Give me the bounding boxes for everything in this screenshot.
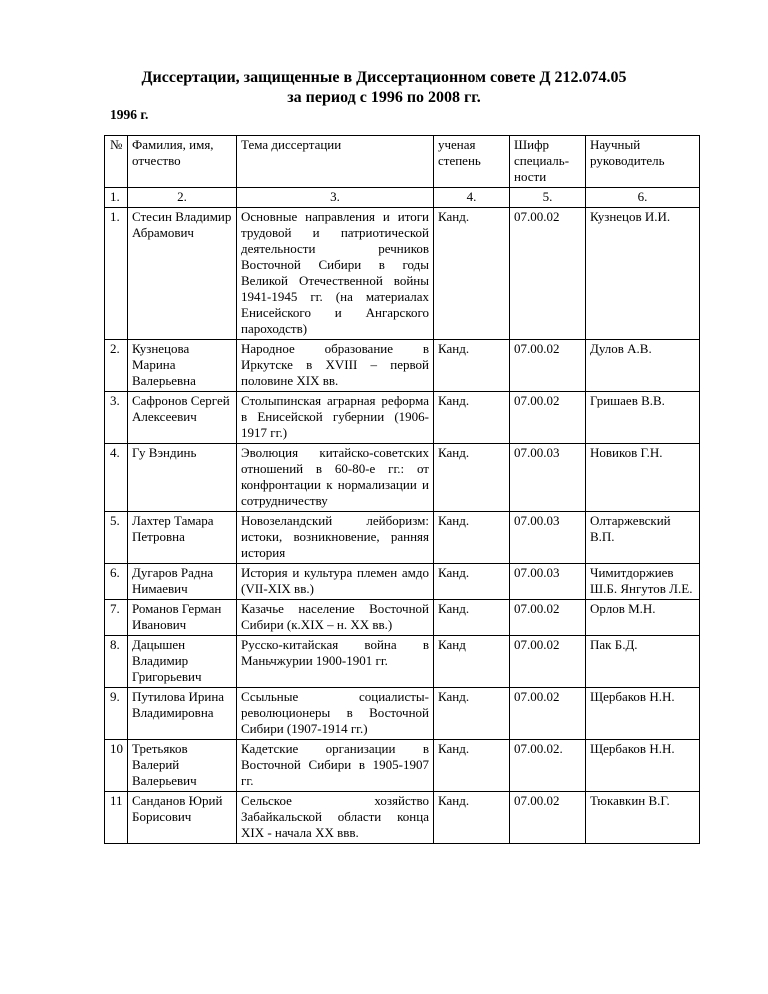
author-name: Кузнецова Марина Валерьевна	[128, 340, 237, 392]
header-row	[105, 136, 700, 188]
table-row	[105, 636, 700, 688]
author-name: Гу Вэндинь	[128, 444, 237, 512]
year-heading: 1996 г.	[110, 107, 149, 122]
supervisor-name: Олтаржевский В.П.	[586, 512, 700, 564]
dissertation-topic: Русско-китайская война в Маньчжурии 1900-1901 гг.	[237, 636, 434, 688]
dissertation-topic: Кадетские организации в Восточной Сибири в 1905-1907 гг.	[237, 740, 434, 792]
document-subtitle: за период с 1996 по 2008 гг.	[287, 89, 481, 106]
dissertation-topic: Ссыльные социалисты-революционеры в Восточной Сибири (1907-1914 гг.)	[237, 688, 434, 740]
academic-degree: Канд.	[434, 600, 510, 636]
row-number: 8.	[105, 636, 128, 688]
row-number: 9.	[105, 688, 128, 740]
row-number: 1.	[105, 208, 128, 340]
document-title: Диссертации, защищенные в Диссертационном совете Д 212.074.05	[141, 69, 627, 86]
table-row	[105, 688, 700, 740]
column-index-row	[105, 188, 700, 208]
index-cell: 1.	[105, 188, 128, 208]
dissertations-table	[104, 135, 700, 844]
dissertation-topic: Столыпинская аграрная реформа в Енисейской губернии (1906-1917 гг.)	[237, 392, 434, 444]
author-name: Романов Герман Иванович	[128, 600, 237, 636]
row-number: 11	[105, 792, 128, 844]
supervisor-name: Кузнецов И.И.	[586, 208, 700, 340]
table-row	[105, 444, 700, 512]
specialty-code: 07.00.02	[510, 792, 586, 844]
academic-degree: Канд.	[434, 792, 510, 844]
author-name: Третьяков Валерий Валерьевич	[128, 740, 237, 792]
supervisor-name: Новиков Г.Н.	[586, 444, 700, 512]
table-row	[105, 512, 700, 564]
specialty-code: 07.00.02	[510, 392, 586, 444]
author-name: Лахтер Тамара Петровна	[128, 512, 237, 564]
supervisor-name: Дулов А.В.	[586, 340, 700, 392]
table-row	[105, 792, 700, 844]
row-number: 2.	[105, 340, 128, 392]
author-name: Стесин Владимир Абрамович	[128, 208, 237, 340]
supervisor-name: Орлов М.Н.	[586, 600, 700, 636]
specialty-code: 07.00.02	[510, 340, 586, 392]
table-row	[105, 208, 700, 340]
specialty-code: 07.00.02	[510, 208, 586, 340]
specialty-code: 07.00.02	[510, 636, 586, 688]
academic-degree: Канд.	[434, 564, 510, 600]
header-num: №	[105, 136, 128, 188]
academic-degree: Канд.	[434, 208, 510, 340]
supervisor-name: Щербаков Н.Н.	[586, 688, 700, 740]
academic-degree: Канд	[434, 636, 510, 688]
author-name: Сафронов Сергей Алексеевич	[128, 392, 237, 444]
specialty-code: 07.00.03	[510, 564, 586, 600]
table-row	[105, 340, 700, 392]
author-name: Дугаров Радна Нимаевич	[128, 564, 237, 600]
header-name: Фамилия, имя, отчество	[128, 136, 237, 188]
academic-degree: Канд.	[434, 688, 510, 740]
dissertation-topic: Основные направления и итоги трудовой и патриотической деятельности речников Восточной Сибири в годы Великой Отечественной войны 1941-1945 гг. (на материалах Енисейского и Ангарского пароходств)	[237, 208, 434, 340]
author-name: Дацышен Владимир Григорьевич	[128, 636, 237, 688]
row-number: 5.	[105, 512, 128, 564]
academic-degree: Канд.	[434, 512, 510, 564]
header-topic: Тема диссертации	[237, 136, 434, 188]
row-number: 10	[105, 740, 128, 792]
dissertation-topic: Казачье население Восточной Сибири (к.XIX – н. XX вв.)	[237, 600, 434, 636]
author-name: Путилова Ирина Владимировна	[128, 688, 237, 740]
author-name: Санданов Юрий Борисович	[128, 792, 237, 844]
row-number: 4.	[105, 444, 128, 512]
supervisor-name: Гришаев В.В.	[586, 392, 700, 444]
header-degree: ученая степень	[434, 136, 510, 188]
row-number: 7.	[105, 600, 128, 636]
table-row	[105, 740, 700, 792]
index-cell: 3.	[237, 188, 434, 208]
row-number: 6.	[105, 564, 128, 600]
academic-degree: Канд.	[434, 340, 510, 392]
supervisor-name: Щербаков Н.Н.	[586, 740, 700, 792]
dissertation-topic: Эволюция китайско-советских отношений в 60-80-е гг.: от конфронтации к нормализации и сотрудничеству	[237, 444, 434, 512]
academic-degree: Канд.	[434, 740, 510, 792]
table-row	[105, 564, 700, 600]
dissertation-topic: Сельское хозяйство Забайкальской области конца XIX - начала XX ввв.	[237, 792, 434, 844]
dissertation-topic: История и культура племен амдо (VII-XIX вв.)	[237, 564, 434, 600]
academic-degree: Канд.	[434, 392, 510, 444]
supervisor-name: Пак Б.Д.	[586, 636, 700, 688]
table-row	[105, 392, 700, 444]
supervisor-name: Чимитдоржиев Ш.Б. Янгутов Л.Е.	[586, 564, 700, 600]
index-cell: 4.	[434, 188, 510, 208]
header-code: Шифр специаль-ности	[510, 136, 586, 188]
specialty-code: 07.00.03	[510, 512, 586, 564]
dissertation-topic: Народное образование в Иркутске в XVIII – первой половине XIX вв.	[237, 340, 434, 392]
table-row	[105, 600, 700, 636]
dissertation-topic: Новозеландский лейборизм: истоки, возникновение, ранняя история	[237, 512, 434, 564]
index-cell: 6.	[586, 188, 700, 208]
specialty-code: 07.00.02	[510, 688, 586, 740]
specialty-code: 07.00.02	[510, 600, 586, 636]
supervisor-name: Тюкавкин В.Г.	[586, 792, 700, 844]
specialty-code: 07.00.02.	[510, 740, 586, 792]
header-supervisor: Научный руководитель	[586, 136, 700, 188]
academic-degree: Канд.	[434, 444, 510, 512]
row-number: 3.	[105, 392, 128, 444]
index-cell: 2.	[128, 188, 237, 208]
index-cell: 5.	[510, 188, 586, 208]
specialty-code: 07.00.03	[510, 444, 586, 512]
